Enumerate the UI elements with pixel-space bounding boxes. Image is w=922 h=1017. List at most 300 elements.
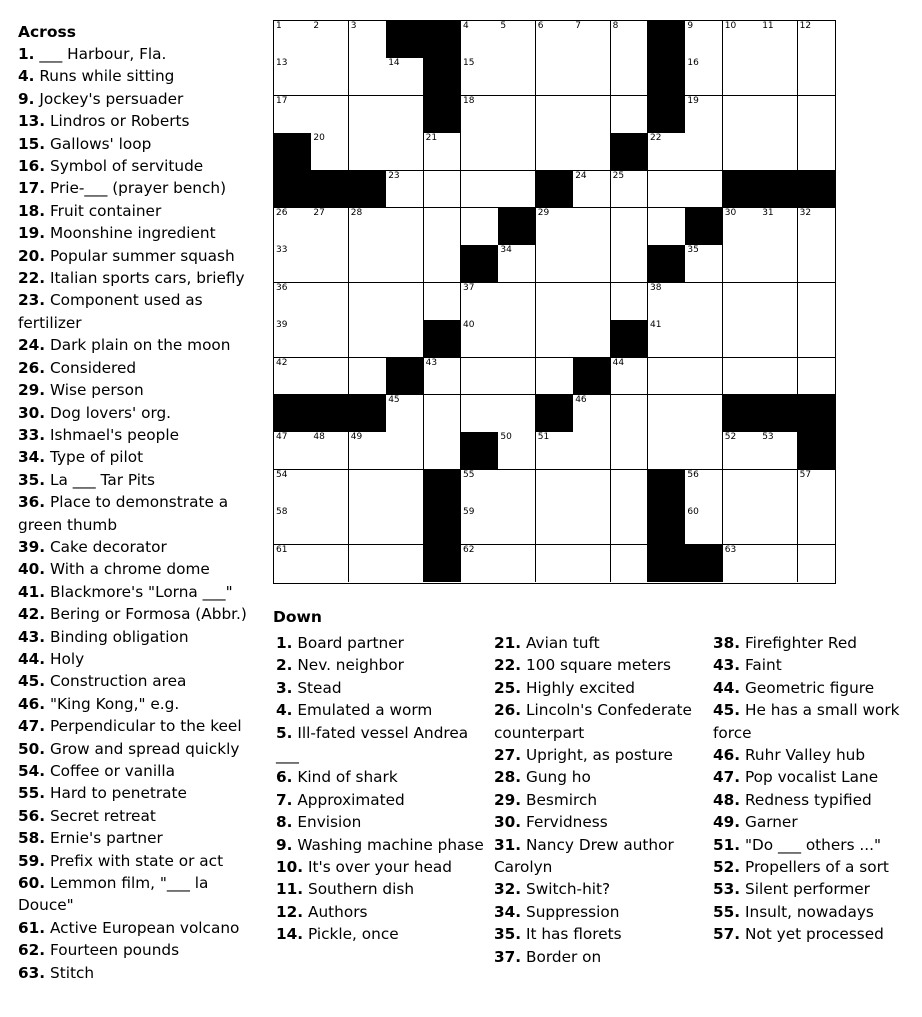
grid-cell[interactable] xyxy=(461,507,499,545)
cell-number: 3 xyxy=(350,21,357,31)
clue-number: 28 xyxy=(494,768,516,787)
cell-number: 28 xyxy=(350,208,363,218)
grid-cell[interactable] xyxy=(461,96,499,134)
cell-number: 59 xyxy=(463,507,475,518)
grid-cell[interactable] xyxy=(573,395,611,433)
cell-number: 34 xyxy=(500,245,512,256)
black-square xyxy=(386,358,424,396)
grid-cell[interactable] xyxy=(424,133,462,171)
grid-cell[interactable] xyxy=(611,245,649,283)
grid-cell[interactable] xyxy=(798,58,836,96)
grid-cell[interactable] xyxy=(386,208,424,246)
grid-cell[interactable] xyxy=(424,358,462,396)
clue: 31. Nancy Drew author Carolyn xyxy=(494,835,674,877)
black-square xyxy=(274,171,312,209)
grid-cell[interactable] xyxy=(798,133,836,171)
grid-cell[interactable] xyxy=(461,208,499,246)
grid-cell[interactable] xyxy=(798,245,836,283)
grid-cell[interactable] xyxy=(311,432,349,470)
grid-cell[interactable] xyxy=(311,133,349,171)
grid-cell[interactable] xyxy=(386,58,424,96)
grid-cell[interactable] xyxy=(536,507,574,545)
clue-number: 46 xyxy=(18,694,40,713)
grid-cell[interactable] xyxy=(798,208,836,246)
grid-cell[interactable] xyxy=(611,470,649,508)
grid-cell[interactable] xyxy=(723,470,761,508)
grid-cell[interactable] xyxy=(685,283,723,321)
clue: 47. Perpendicular to the keel xyxy=(18,717,242,736)
grid-cell[interactable] xyxy=(498,133,536,171)
grid-cell[interactable] xyxy=(685,96,723,134)
clue: 3. Stead xyxy=(276,678,342,697)
grid-cell[interactable] xyxy=(685,507,723,545)
grid-cell[interactable] xyxy=(611,545,649,583)
clue-number: 34 xyxy=(18,448,40,467)
grid-cell[interactable] xyxy=(386,507,424,545)
clue-number: 19 xyxy=(18,224,40,243)
clue-number: 37 xyxy=(494,947,516,966)
grid-cell[interactable] xyxy=(274,245,312,283)
grid-cell[interactable] xyxy=(386,545,424,583)
grid-cell[interactable] xyxy=(386,283,424,321)
grid-cell[interactable] xyxy=(498,96,536,134)
grid-cell[interactable] xyxy=(536,133,574,171)
clue-text: Avian tuft xyxy=(525,634,600,652)
grid-cell[interactable] xyxy=(611,21,649,59)
cell-number: 20 xyxy=(313,133,325,144)
clue: 43. Faint xyxy=(713,656,782,675)
grid-cell[interactable] xyxy=(349,208,387,246)
black-square xyxy=(424,21,462,59)
grid-cell[interactable] xyxy=(424,283,462,321)
grid-cell[interactable] xyxy=(573,432,611,470)
clue: 22. 100 square meters xyxy=(494,656,671,675)
grid-cell[interactable] xyxy=(573,283,611,321)
cell-number: 32 xyxy=(799,208,812,218)
grid-cell[interactable] xyxy=(573,245,611,283)
grid-cell[interactable] xyxy=(685,21,723,59)
grid-cell[interactable] xyxy=(386,171,424,209)
grid-cell[interactable] xyxy=(798,470,836,508)
grid-cell[interactable] xyxy=(723,432,761,470)
grid-cell[interactable] xyxy=(760,320,798,358)
clue: 48. Redness typified xyxy=(713,790,872,809)
grid-cell[interactable] xyxy=(685,395,723,433)
grid-cell[interactable] xyxy=(349,358,387,396)
clue-number: 15 xyxy=(18,134,40,153)
grid-cell[interactable] xyxy=(498,358,536,396)
cell-number: 27 xyxy=(313,208,325,218)
grid-cell[interactable] xyxy=(386,320,424,358)
cell-number: 7 xyxy=(575,21,581,31)
cell-number: 36 xyxy=(276,282,288,293)
grid-cell[interactable] xyxy=(536,545,574,583)
grid-cell[interactable] xyxy=(760,283,798,321)
grid-cell[interactable] xyxy=(723,245,761,283)
grid-cell[interactable] xyxy=(386,245,424,283)
cell-number: 56 xyxy=(687,469,699,480)
grid-cell[interactable] xyxy=(760,432,798,470)
grid-cell[interactable] xyxy=(611,283,649,321)
grid-cell[interactable] xyxy=(573,21,611,59)
grid-cell[interactable] xyxy=(498,320,536,358)
grid-cell[interactable] xyxy=(498,58,536,96)
grid-cell[interactable] xyxy=(461,58,499,96)
grid-cell[interactable] xyxy=(536,432,574,470)
grid-cell[interactable] xyxy=(573,208,611,246)
grid-cell[interactable] xyxy=(461,320,499,358)
grid-cell[interactable] xyxy=(311,21,349,59)
grid-cell[interactable] xyxy=(760,245,798,283)
grid-cell[interactable] xyxy=(611,208,649,246)
clue-text: He has a small work force xyxy=(713,701,900,742)
clue-text: Garner xyxy=(744,813,798,832)
clue-text: It has florets xyxy=(525,925,622,944)
grid-cell[interactable] xyxy=(723,58,761,96)
clue: 40. With a chrome dome xyxy=(18,560,210,579)
grid-cell[interactable] xyxy=(760,58,798,96)
cell-number: 4 xyxy=(463,21,469,31)
grid-cell[interactable] xyxy=(274,358,312,396)
grid-cell[interactable] xyxy=(349,432,387,470)
grid-cell[interactable] xyxy=(349,58,387,96)
grid-cell[interactable] xyxy=(498,432,536,470)
grid-cell[interactable] xyxy=(311,283,349,321)
grid-cell[interactable] xyxy=(798,96,836,134)
grid-cell[interactable] xyxy=(573,507,611,545)
grid-cell[interactable] xyxy=(274,507,312,545)
clue-text: Place to demonstrate a green thumb xyxy=(18,493,229,534)
clue-text: Holy xyxy=(49,649,85,668)
grid-cell[interactable] xyxy=(461,171,499,209)
clue-number: 38 xyxy=(713,634,735,652)
grid-cell[interactable] xyxy=(685,358,723,396)
grid-cell[interactable] xyxy=(611,358,649,396)
grid-cell[interactable] xyxy=(573,470,611,508)
cell-number: 39 xyxy=(276,320,288,331)
clue: 38. Firefighter Red xyxy=(713,634,857,652)
grid-cell[interactable] xyxy=(349,320,387,358)
grid-cell[interactable] xyxy=(798,21,836,59)
cell-number: 2 xyxy=(313,21,320,31)
grid-cell[interactable] xyxy=(723,320,761,358)
clue: 22. Italian sports cars, briefly xyxy=(18,269,245,288)
clue-text: Dark plain on the moon xyxy=(49,336,231,355)
clue: 24. Dark plain on the moon xyxy=(18,336,231,355)
grid-cell[interactable] xyxy=(536,358,574,396)
grid-cell[interactable] xyxy=(798,358,836,396)
black-square xyxy=(498,208,536,246)
grid-cell[interactable] xyxy=(498,507,536,545)
grid-cell[interactable] xyxy=(274,432,312,470)
grid-cell[interactable] xyxy=(498,470,536,508)
clue-number: 6 xyxy=(276,768,287,787)
grid-cell[interactable] xyxy=(798,283,836,321)
grid-cell[interactable] xyxy=(798,545,836,583)
grid-cell[interactable] xyxy=(685,58,723,96)
grid-cell[interactable] xyxy=(311,320,349,358)
grid-cell[interactable] xyxy=(498,21,536,59)
grid-cell[interactable] xyxy=(461,358,499,396)
grid-cell[interactable] xyxy=(798,320,836,358)
grid-cell[interactable] xyxy=(536,245,574,283)
clue-number: 52 xyxy=(713,858,735,877)
clue-text: Geometric figure xyxy=(744,678,875,697)
clue: 46. Ruhr Valley hub xyxy=(713,746,866,765)
clue-number: 54 xyxy=(18,762,40,780)
black-square xyxy=(424,58,462,96)
clue-text: La ___ Tar Pits xyxy=(49,470,155,489)
grid-cell[interactable] xyxy=(349,133,387,171)
black-square xyxy=(723,171,761,209)
clue: 60. Lemmon film, "___ la Douce" xyxy=(18,874,209,915)
grid-cell[interactable] xyxy=(760,208,798,246)
grid-cell[interactable] xyxy=(536,96,574,134)
clue-number: 40 xyxy=(18,560,40,579)
black-square xyxy=(274,395,312,433)
grid-cell[interactable] xyxy=(424,245,462,283)
clue: 34. Type of pilot xyxy=(18,448,144,467)
clue-number: 1 xyxy=(18,45,29,63)
grid-cell[interactable] xyxy=(311,58,349,96)
grid-cell[interactable] xyxy=(461,283,499,321)
grid-cell[interactable] xyxy=(798,507,836,545)
grid-cell[interactable] xyxy=(386,395,424,433)
grid-cell[interactable] xyxy=(349,283,387,321)
clue-text: Authors xyxy=(307,902,368,921)
grid-cell[interactable] xyxy=(685,245,723,283)
clue-text: Italian sports cars, briefly xyxy=(49,269,245,288)
grid-cell[interactable] xyxy=(760,545,798,583)
grid-cell[interactable] xyxy=(498,245,536,283)
grid-cell[interactable] xyxy=(349,96,387,134)
grid-cell[interactable] xyxy=(498,171,536,209)
grid-cell[interactable] xyxy=(760,21,798,59)
cell-number: 8 xyxy=(612,21,619,31)
grid-cell[interactable] xyxy=(648,320,686,358)
grid-cell[interactable] xyxy=(498,283,536,321)
grid-cell[interactable] xyxy=(349,470,387,508)
grid-cell[interactable] xyxy=(461,21,499,59)
clue-number: 13 xyxy=(18,112,40,131)
down-clue-column xyxy=(276,632,488,946)
grid-cell[interactable] xyxy=(611,96,649,134)
grid-cell[interactable] xyxy=(498,395,536,433)
grid-cell[interactable] xyxy=(536,58,574,96)
grid-cell[interactable] xyxy=(536,320,574,358)
grid-cell[interactable] xyxy=(685,171,723,209)
clue-text: Switch-hit? xyxy=(525,880,611,899)
grid-cell[interactable] xyxy=(648,358,686,396)
clue-text: Bering or Formosa (Abbr.) xyxy=(49,605,247,624)
grid-cell[interactable] xyxy=(424,432,462,470)
grid-cell[interactable] xyxy=(685,470,723,508)
black-square xyxy=(274,133,312,171)
cell-number: 15 xyxy=(463,58,475,69)
cell-number: 1 xyxy=(276,21,282,31)
grid-cell[interactable] xyxy=(311,470,349,508)
grid-cell[interactable] xyxy=(685,320,723,358)
grid-cell[interactable] xyxy=(723,283,761,321)
grid-cell[interactable] xyxy=(760,96,798,134)
grid-cell[interactable] xyxy=(760,507,798,545)
grid-cell[interactable] xyxy=(573,58,611,96)
grid-cell[interactable] xyxy=(424,171,462,209)
grid-cell[interactable] xyxy=(648,133,686,171)
grid-cell[interactable] xyxy=(573,171,611,209)
grid-cell[interactable] xyxy=(311,545,349,583)
clue: 4. Emulated a worm xyxy=(276,701,433,720)
grid-cell[interactable] xyxy=(611,58,649,96)
grid-cell[interactable] xyxy=(386,96,424,134)
black-square xyxy=(648,21,686,59)
clue-number: 42 xyxy=(18,605,40,624)
clue: 62. Fourteen pounds xyxy=(18,941,180,960)
black-square xyxy=(648,470,686,508)
grid-cell[interactable] xyxy=(461,545,499,583)
grid-cell[interactable] xyxy=(274,58,312,96)
grid-cell[interactable] xyxy=(311,208,349,246)
clue: 8. Envision xyxy=(276,813,362,832)
cell-number: 31 xyxy=(762,208,774,218)
black-square xyxy=(461,432,499,470)
cell-number: 25 xyxy=(612,170,625,181)
cell-number: 49 xyxy=(350,432,363,443)
clue: 61. Active European volcano xyxy=(18,918,240,937)
clue: 44. Geometric figure xyxy=(713,678,875,697)
grid-cell[interactable] xyxy=(573,133,611,171)
grid-cell[interactable] xyxy=(723,507,761,545)
grid-cell[interactable] xyxy=(536,21,574,59)
clue-number: 51 xyxy=(713,835,735,854)
grid-cell[interactable] xyxy=(760,470,798,508)
grid-cell[interactable] xyxy=(274,283,312,321)
grid-cell[interactable] xyxy=(349,507,387,545)
clue: 1. ___ Harbour, Fla. xyxy=(18,45,167,63)
clue-number: 33 xyxy=(18,425,40,444)
black-square xyxy=(349,171,387,209)
grid-cell[interactable] xyxy=(274,96,312,134)
clue-number: 55 xyxy=(713,902,735,921)
black-square xyxy=(648,96,686,134)
black-square xyxy=(798,395,836,433)
grid-cell[interactable] xyxy=(573,320,611,358)
grid-cell[interactable] xyxy=(536,283,574,321)
cell-number: 6 xyxy=(537,21,544,31)
clue-text: Kind of shark xyxy=(297,768,398,787)
grid-cell[interactable] xyxy=(311,245,349,283)
grid-cell[interactable] xyxy=(723,208,761,246)
grid-cell[interactable] xyxy=(349,21,387,59)
clue: 26. Considered xyxy=(18,358,137,377)
grid-cell[interactable] xyxy=(498,545,536,583)
clue: 41. Blackmore's "Lorna ___" xyxy=(18,582,233,601)
grid-cell[interactable] xyxy=(386,432,424,470)
cell-number: 37 xyxy=(463,282,475,293)
grid-cell[interactable] xyxy=(311,507,349,545)
grid-cell[interactable] xyxy=(349,245,387,283)
black-square xyxy=(685,545,723,583)
clue-text: Lindros or Roberts xyxy=(49,112,190,131)
grid-cell[interactable] xyxy=(723,358,761,396)
clue-number: 46 xyxy=(713,746,735,765)
grid-cell[interactable] xyxy=(274,208,312,246)
grid-cell[interactable] xyxy=(611,171,649,209)
grid-cell[interactable] xyxy=(386,133,424,171)
grid-cell[interactable] xyxy=(386,470,424,508)
grid-cell[interactable] xyxy=(573,96,611,134)
grid-cell[interactable] xyxy=(536,208,574,246)
clue-number: 30 xyxy=(18,403,40,422)
clue-number: 36 xyxy=(18,493,40,512)
grid-cell[interactable] xyxy=(648,283,686,321)
black-square xyxy=(386,21,424,59)
grid-cell[interactable] xyxy=(611,432,649,470)
clue-text: Ernie's partner xyxy=(49,829,163,848)
clue-text: Cake decorator xyxy=(49,537,167,556)
clue: 52. Propellers of a sort xyxy=(713,858,889,877)
clue-text: Pickle, once xyxy=(307,925,399,944)
clue-number: 10 xyxy=(276,858,298,877)
grid-cell[interactable] xyxy=(723,21,761,59)
grid-cell[interactable] xyxy=(274,470,312,508)
grid-cell[interactable] xyxy=(349,545,387,583)
grid-cell[interactable] xyxy=(760,133,798,171)
grid-cell[interactable] xyxy=(648,432,686,470)
black-square xyxy=(648,245,686,283)
clue: 11. Southern dish xyxy=(276,880,415,899)
grid-cell[interactable] xyxy=(424,208,462,246)
grid-cell[interactable] xyxy=(536,470,574,508)
cell-number: 21 xyxy=(425,133,438,144)
grid-cell[interactable] xyxy=(685,133,723,171)
grid-cell[interactable] xyxy=(274,545,312,583)
grid-cell[interactable] xyxy=(274,21,312,59)
grid-cell[interactable] xyxy=(648,171,686,209)
clue-number: 12 xyxy=(276,902,298,921)
grid-cell[interactable] xyxy=(611,507,649,545)
grid-cell[interactable] xyxy=(424,395,462,433)
grid-cell[interactable] xyxy=(611,395,649,433)
grid-cell[interactable] xyxy=(311,96,349,134)
clue-number: 47 xyxy=(18,717,40,736)
grid-cell[interactable] xyxy=(760,358,798,396)
clue: 14. Pickle, once xyxy=(276,925,399,944)
grid-cell[interactable] xyxy=(573,545,611,583)
grid-cell[interactable] xyxy=(461,133,499,171)
cell-number: 58 xyxy=(276,507,288,518)
cell-number: 52 xyxy=(724,432,737,443)
grid-cell[interactable] xyxy=(461,470,499,508)
grid-cell[interactable] xyxy=(461,395,499,433)
clue: 54. Coffee or vanilla xyxy=(18,762,176,780)
grid-cell[interactable] xyxy=(723,133,761,171)
grid-cell[interactable] xyxy=(311,358,349,396)
clue-text: Besmirch xyxy=(525,790,598,809)
grid-cell[interactable] xyxy=(648,208,686,246)
grid-cell[interactable] xyxy=(274,320,312,358)
cell-number: 60 xyxy=(687,507,699,518)
grid-cell[interactable] xyxy=(648,395,686,433)
clue-number: 44 xyxy=(18,649,40,668)
grid-cell[interactable] xyxy=(723,96,761,134)
black-square xyxy=(573,358,611,396)
clue: 28. Gung ho xyxy=(494,768,591,787)
clue: 12. Authors xyxy=(276,902,368,921)
grid-cell[interactable] xyxy=(685,432,723,470)
clue-text: Lincoln's Confederate counterpart xyxy=(494,701,692,742)
grid-cell[interactable] xyxy=(723,545,761,583)
